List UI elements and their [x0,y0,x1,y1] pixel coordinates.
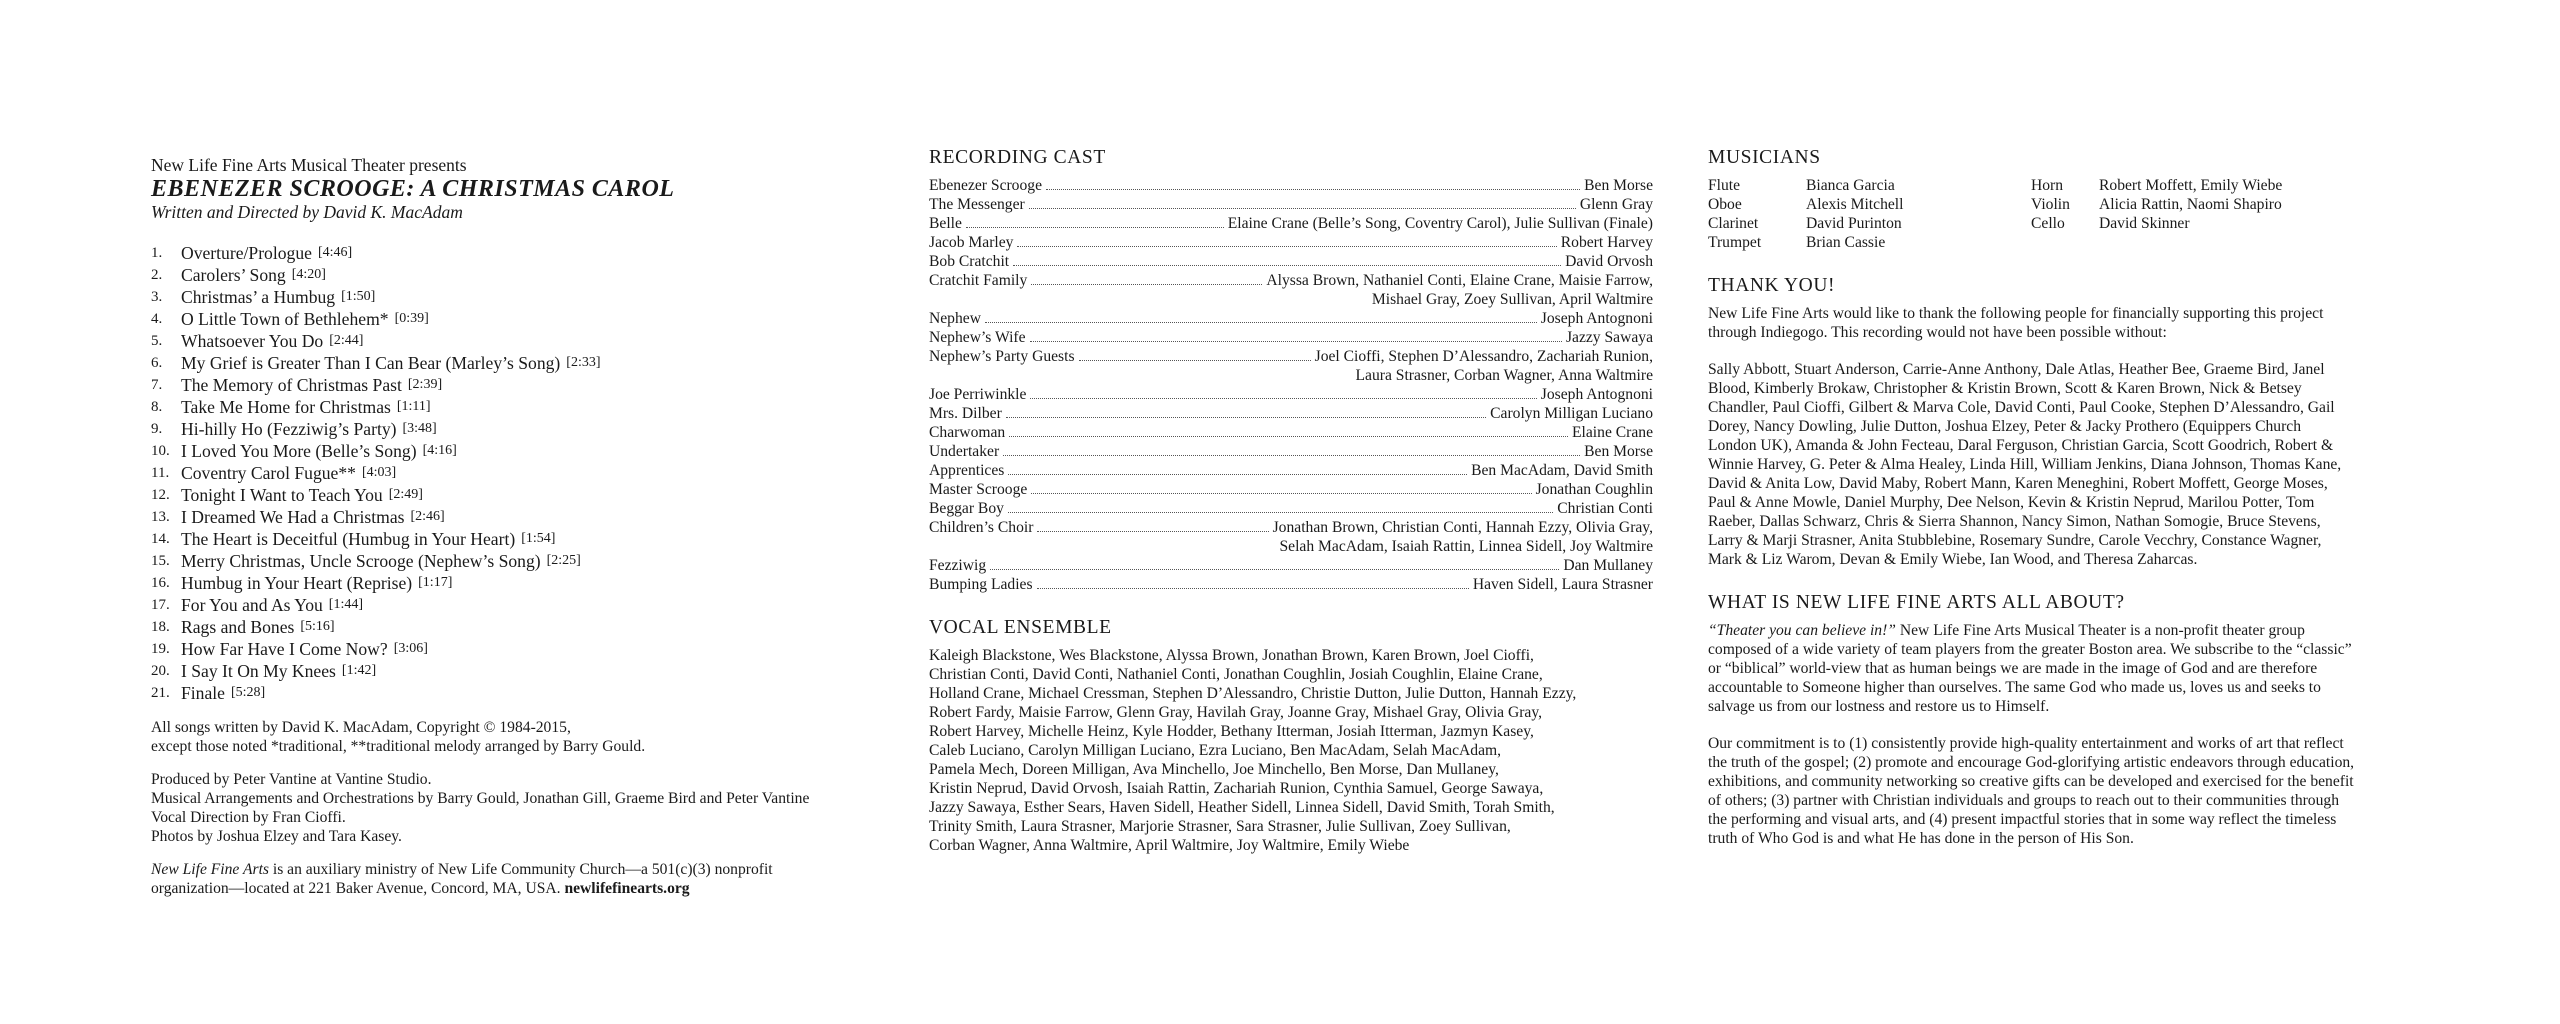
dot-leader [1008,474,1467,475]
track-item [151,418,911,440]
dot-leader [1029,208,1576,209]
credit-line: Produced by Peter Vantine at Vantine Studio. [151,771,432,788]
track-number: 9. [151,421,163,437]
instrument: Trumpet [1708,234,1762,251]
musician: Robert Moffett, Emily Wiebe [2099,177,2283,194]
thanks-intro-line: through Indiegogo. This recording would not have been possible without: [1708,324,2167,341]
cast-row [929,423,1653,442]
cast-actor: Ben Morse [1584,443,1653,460]
track-title: Overture/Prologue [181,243,312,263]
cast-role: Nephew’s Party Guests [929,348,1075,365]
track-item [151,396,911,418]
cast-row [929,499,1653,518]
track-title: The Heart is Deceitful (Humbug in Your Heart) [181,529,516,549]
musician: David Purinton [1806,215,1902,232]
track-item [151,264,911,286]
track-duration: [2:44] [329,333,364,348]
track-duration: [3:48] [402,421,437,436]
ensemble-line: Robert Harvey, Michelle Heinz, Kyle Hodder, Bethany Itterman, Josiah Itterman, Jazmyn Kasey, [929,723,1534,740]
cast-actor: Robert Harvey [1560,234,1653,251]
track-duration: [1:42] [341,663,377,678]
about-line: the performing and visual arts, and (4) present impactful stories that in some way reflect the timeless [1708,811,2337,828]
track-item [151,506,911,528]
track-item [151,484,911,506]
track-duration: [5:28] [230,685,266,700]
cast-row [929,252,1653,271]
cast-role: Mrs. Dilber [929,405,1002,422]
dot-leader [1031,284,1262,285]
panel-about [1708,146,2428,848]
track-item [151,528,911,550]
instrument: Cello [2031,215,2065,232]
cast-role: Children’s Choir [929,519,1034,536]
track-title: I Dreamed We Had a Christmas [181,507,405,527]
cast-role: Bob Cratchit [929,253,1010,270]
cast-actor: Glenn Gray [1579,196,1653,213]
thanks-names-line: Sally Abbott, Stuart Anderson, Carrie-Anne Anthony, Dale Atlas, Heather Bee, Graeme Bird, Janel [1708,361,2325,378]
thanks-names-line: Winnie Harvey, G. Peter & Alma Healey, Linda Hill, William Jenkins, Diana Johnson, Thomas Kane, [1708,456,2342,473]
track-number: 17. [151,597,170,613]
track-number: 8. [151,399,163,415]
thanks-names-line: Blood, Kimberly Brokaw, Christopher & Kristin Brown, Scott & Karen Brown, Nick & Betsey [1708,380,2302,397]
dot-leader [1013,265,1561,266]
cast-row [929,385,1653,404]
about-paragraph-1 [1708,621,2428,716]
track-item [151,550,911,572]
track-title: Humbug in Your Heart (Reprise) [181,573,413,593]
ministry-address: organization—located at 221 Baker Avenue, Concord, MA, USA. [151,880,561,897]
cast-row [929,309,1653,328]
cast-row [929,404,1653,423]
about-line: composed of a wide variety of team players from the greater Boston area. We subscribe to the “classic” [1708,641,2352,658]
track-title: Whatsoever You Do [181,331,324,351]
track-number: 14. [151,531,170,547]
musician: Alicia Rattin, Naomi Shapiro [2099,196,2282,213]
cast-row [929,461,1653,480]
cast-row [929,518,1653,537]
track-number: 16. [151,575,170,591]
musicians-heading: MUSICIANS [1708,147,1821,168]
dot-leader [1006,417,1486,418]
track-item [151,682,911,704]
thanks-names-line: Raeber, Dallas Schwarz, Chris & Sierra Shannon, Nancy Simon, Nathan Somogie, Bruce Stevens, [1708,513,2321,530]
about-heading: WHAT IS NEW LIFE FINE ARTS ALL ABOUT? [1708,592,2125,613]
ministry-text: is an auxiliary ministry of New Life Community Church—a 501(c)(3) nonprofit [268,861,773,878]
track-title: Merry Christmas, Uncle Scrooge (Nephew’s Song) [181,551,541,571]
dot-leader [966,227,1224,228]
ensemble-line: Pamela Mech, Doreen Milligan, Ava Minchello, Joe Minchello, Ben Morse, Dan Mullaney, [929,761,1499,778]
musician: Bianca Garcia [1806,177,1895,194]
track-number: 21. [151,685,170,701]
track-item [151,572,911,594]
track-duration: [4:16] [422,443,457,458]
cast-actor-continued: Mishael Gray, Zoey Sullivan, April Waltmire [1371,291,1653,308]
production-credits [151,770,911,846]
track-item [151,660,911,682]
about-paragraph-2 [1708,734,2428,848]
cast-actor: Ben MacAdam, David Smith [1471,462,1653,479]
ensemble-list [929,646,1653,855]
cast-row [929,480,1653,499]
thanks-names-line: Mark & Liz Warom, Devan & Emily Wiebe, Ian Wood, and Theresa Zaharcas. [1708,551,2198,568]
cast-actor: Joseph Antognoni [1540,386,1653,403]
track-duration: [2:33] [566,355,601,370]
track-duration: [4:20] [291,267,326,282]
track-number: 18. [151,619,170,635]
dot-leader [1079,360,1311,361]
thanks-names-line: London UK), Amanda & John Fecteau, Daral Ferguson, Christian Garcia, Scott Goodrich, Robert & [1708,437,2334,454]
thanks-names-line: Larry & Marji Strasner, Anita Stubblebine, Rosemary Sundre, Carole Vecchry, Constance Wagner, [1708,532,2322,549]
credit-line: Photos by Joshua Elzey and Tara Kasey. [151,828,402,845]
copyright-line: All songs written by David K. MacAdam, Copyright © 1984-2015, [151,719,571,736]
track-duration: [1:50] [341,289,376,304]
track-title: Carolers’ Song [181,265,286,285]
credit-line: Musical Arrangements and Orchestrations by Barry Gould, Jonathan Gill, Graeme Bird and Peter Vantine [151,790,810,807]
cast-actor-continued: Laura Strasner, Corban Wagner, Anna Waltmire [1355,367,1653,384]
musician: Alexis Mitchell [1806,196,1904,213]
cast-role: Fezziwig [929,557,987,574]
ensemble-line: Jazzy Sawaya, Esther Sears, Haven Sidell, Heather Sidell, Linnea Sidell, David Smith, Torah Smith, [929,799,1555,816]
track-duration: [1:17] [418,575,453,590]
cast-row [929,176,1653,195]
dot-leader [1031,493,1531,494]
track-item [151,286,911,308]
track-number: 10. [151,443,170,459]
cast-row [929,271,1653,290]
cast-row [929,195,1653,214]
instrument: Horn [2031,177,2064,194]
instrument: Oboe [1708,196,1742,213]
track-title: Take Me Home for Christmas [181,397,391,417]
track-title: O Little Town of Bethlehem* [181,309,389,329]
cast-role: Bumping Ladies [929,576,1033,593]
track-title: Finale [181,683,225,703]
cast-row [929,556,1653,575]
track-item [151,352,911,374]
about-line: Our commitment is to (1) consistently provide high-quality entertainment and works of art that reflect [1708,735,2344,752]
track-item [151,594,911,616]
track-number: 13. [151,509,170,525]
cast-actor: Elaine Crane (Belle’s Song, Coventry Carol), Julie Sullivan (Finale) [1227,215,1653,232]
copyright-line: except those noted *traditional, **traditional melody arranged by Barry Gould. [151,738,646,755]
track-number: 20. [151,663,170,679]
instrument: Clarinet [1708,215,1759,232]
cast-actor: David Orvosh [1565,253,1653,270]
website-link[interactable]: newlifefinearts.org [564,880,690,897]
cast-actor-continued: Selah MacAdam, Isaiah Rattin, Linnea Sidell, Joy Waltmire [1279,538,1653,555]
dot-leader [1046,189,1580,190]
cast-row [929,442,1653,461]
track-duration: [3:06] [393,641,428,656]
instrument: Flute [1708,177,1741,194]
cast-actor: Jazzy Sawaya [1565,329,1653,346]
cast-row [929,575,1653,594]
dot-leader [1008,512,1553,513]
cast-role: Belle [929,215,962,232]
track-title: For You and As You [181,595,323,615]
cast-heading: RECORDING CAST [929,147,1106,168]
musician: Brian Cassie [1806,234,1886,251]
track-duration: [0:39] [394,311,429,326]
about-line: truth of Who God is and what He has done in the person of His Son. [1708,830,2134,847]
track-number: 5. [151,333,163,349]
track-list [151,242,911,704]
track-duration: [2:39] [407,377,443,392]
cast-role: Jacob Marley [929,234,1014,251]
track-title: Coventry Carol Fugue** [181,463,356,483]
track-number: 1. [151,245,163,261]
ministry-name: New Life Fine Arts [151,861,269,878]
ensemble-line: Caleb Luciano, Carolyn Milligan Luciano, Ezra Luciano, Ben MacAdam, Selah MacAdam, [929,742,1502,759]
cast-actor: Christian Conti [1557,500,1653,517]
about-line: salvage us from our lostness and restore us to Himself. [1708,698,2050,715]
cast-role: Nephew’s Wife [929,329,1026,346]
about-p1-lines [1708,640,2428,716]
cast-row [929,214,1653,233]
track-item [151,440,911,462]
track-duration: [1:54] [521,531,556,546]
ministry-note [151,860,911,898]
track-number: 6. [151,355,163,371]
track-title: I Loved You More (Belle’s Song) [181,441,417,461]
dot-leader [985,322,1537,323]
track-duration: [2:49] [388,487,423,502]
thanks-intro-line: New Life Fine Arts would like to thank the following people for financially supporting this project [1708,305,2324,322]
cast-role: Joe Perriwinkle [929,386,1027,403]
track-duration: [4:03] [361,465,397,480]
thanks-names-line: Chandler, Paul Cioffi, Gilbert & Marva Cole, David Conti, Paul Cooke, Stephen D’Alessandro, Gail [1708,399,2335,416]
cast-role: Charwoman [929,424,1006,441]
about-quote: “Theater you can believe in!” [1708,622,1896,639]
about-line: exhibitions, and community networking so creative gifts can be developed and exercised for the benefit [1708,773,2354,790]
track-number: 4. [151,311,163,327]
track-item [151,462,911,484]
ensemble-heading: VOCAL ENSEMBLE [929,617,1112,638]
ensemble-line: Corban Wagner, Anna Waltmire, April Waltmire, Joy Waltmire, Emily Wiebe [929,837,1410,854]
track-item [151,308,911,330]
panel-cast [929,146,1653,855]
cast-row [929,233,1653,252]
cast-list [929,176,1653,594]
panel-tracklist [151,154,911,898]
cast-actor: Jonathan Coughlin [1535,481,1653,498]
track-number: 11. [151,465,170,481]
about-line: accountable to Someone higher than ourselves. The same God who made us, loves us and seeks to [1708,679,2321,696]
thanks-names-line: Dorey, Nancy Dowling, Julie Dutton, Joshua Elzey, Peter & Jacky Prothero (Equippers Church [1708,418,2302,435]
cast-role: Apprentices [929,462,1005,479]
thanks-intro [1708,304,2428,342]
copyright-note [151,718,911,756]
thanks-names-line: Paul & Anne Mowle, Daniel Murphy, Dee Nelson, Kevin & Kristin Neprud, Marilou Potter, Tom [1708,494,2315,511]
presents-line: New Life Fine Arts Musical Theater presents [151,155,467,175]
track-title: How Far Have I Come Now? [181,639,388,659]
track-number: 3. [151,289,163,305]
musicians-grid [1708,176,2428,252]
track-duration: [2:25] [546,553,581,568]
cast-actor: Elaine Crane [1572,424,1653,441]
track-number: 2. [151,267,163,283]
cast-role: The Messenger [929,196,1025,213]
thanks-names [1708,360,2428,569]
track-title: The Memory of Christmas Past [181,375,402,395]
cast-role: Cratchit Family [929,272,1028,289]
about-line: or “biblical” world-view that as human beings we are made in the image of God and are therefore [1708,660,2318,677]
cast-actor: Jonathan Brown, Christian Conti, Hannah Ezzy, Olivia Gray, [1272,519,1653,536]
cast-actor: Alyssa Brown, Nathaniel Conti, Elaine Crane, Maisie Farrow, [1266,272,1653,289]
track-title: I Say It On My Knees [181,661,336,681]
cast-role: Master Scrooge [929,481,1028,498]
cast-row [929,328,1653,347]
dot-leader [990,569,1559,570]
about-first-line: New Life Fine Arts Musical Theater is a non-profit theater group [1895,622,2305,639]
track-item [151,330,911,352]
track-item [151,242,911,264]
about-line: of others; (3) partner with Christian individuals and groups to reach out to their communities through [1708,792,2339,809]
cast-role: Ebenezer Scrooge [929,177,1042,194]
ensemble-line: Holland Crane, Michael Cressman, Stephen D’Alessandro, Christie Dutton, Julie Dutton, Hannah Ezzy, [929,685,1577,702]
track-item [151,616,911,638]
dot-leader [1030,398,1536,399]
byline: Written and Directed by David K. MacAdam [151,202,463,222]
track-number: 19. [151,641,170,657]
musician: David Skinner [2099,215,2190,232]
track-item [151,638,911,660]
about-line: the truth of the gospel; (2) promote and encourage God-glorifying artistic endeavors through education, [1708,754,2355,771]
track-duration: [2:46] [410,509,445,524]
track-title: Tonight I Want to Teach You [181,485,383,505]
cast-role: Undertaker [929,443,1000,460]
track-title: My Grief is Greater Than I Can Bear (Marley’s Song) [181,353,561,373]
credit-line: Vocal Direction by Fran Cioffi. [151,809,346,826]
track-number: 12. [151,487,170,503]
ensemble-line: Trinity Smith, Laura Strasner, Marjorie Strasner, Sara Strasner, Julie Sullivan, Zoey Sullivan, [929,818,1511,835]
ensemble-line: Christian Conti, David Conti, Nathaniel Conti, Jonathan Coughlin, Josiah Coughlin, Elaine Crane, [929,666,1543,683]
show-title: EBENEZER SCROOGE: A CHRISTMAS CAROL [151,176,675,202]
cast-actor: Haven Sidell, Laura Strasner [1472,576,1653,593]
dot-leader [1017,246,1556,247]
dot-leader [1030,341,1562,342]
cast-role: Beggar Boy [929,500,1004,517]
track-title: Hi-hilly Ho (Fezziwig’s Party) [181,419,397,439]
cast-row [929,347,1653,366]
thanks-names-line: David & Anita Low, David Maby, Robert Mann, Karen Meneghini, Robert Moffett, George Moses, [1708,475,2328,492]
track-title: Christmas’ a Humbug [181,287,336,307]
cast-actor: Ben Morse [1584,177,1653,194]
thanks-heading: THANK YOU! [1708,275,1836,296]
track-duration: [4:46] [317,245,353,260]
dot-leader [1037,531,1268,532]
track-item [151,374,911,396]
ensemble-line: Kaleigh Blackstone, Wes Blackstone, Alyssa Brown, Jonathan Brown, Karen Brown, Joel Cioffi, [929,647,1534,664]
dot-leader [1009,436,1568,437]
cast-role: Nephew [929,310,981,327]
track-duration: [5:16] [300,619,335,634]
cast-actor: Joseph Antognoni [1540,310,1653,327]
track-number: 15. [151,553,170,569]
ensemble-line: Robert Fardy, Maisie Farrow, Glenn Gray, Havilah Gray, Joanne Gray, Mishael Gray, Olivia Gray, [929,704,1543,721]
track-number: 7. [151,377,163,393]
cast-actor: Carolyn Milligan Luciano [1490,405,1653,422]
track-duration: [1:44] [328,597,364,612]
cast-actor: Dan Mullaney [1563,557,1653,574]
track-duration: [1:11] [396,399,431,414]
dot-leader [1037,588,1469,589]
instrument: Violin [2031,196,2070,213]
dot-leader [1003,455,1580,456]
track-title: Rags and Bones [181,617,295,637]
cast-actor: Joel Cioffi, Stephen D’Alessandro, Zachariah Runion, [1314,348,1653,365]
ensemble-line: Kristin Neprud, David Orvosh, Isaiah Rattin, Zachariah Runion, Cynthia Samuel, George Sawaya, [929,780,1544,797]
